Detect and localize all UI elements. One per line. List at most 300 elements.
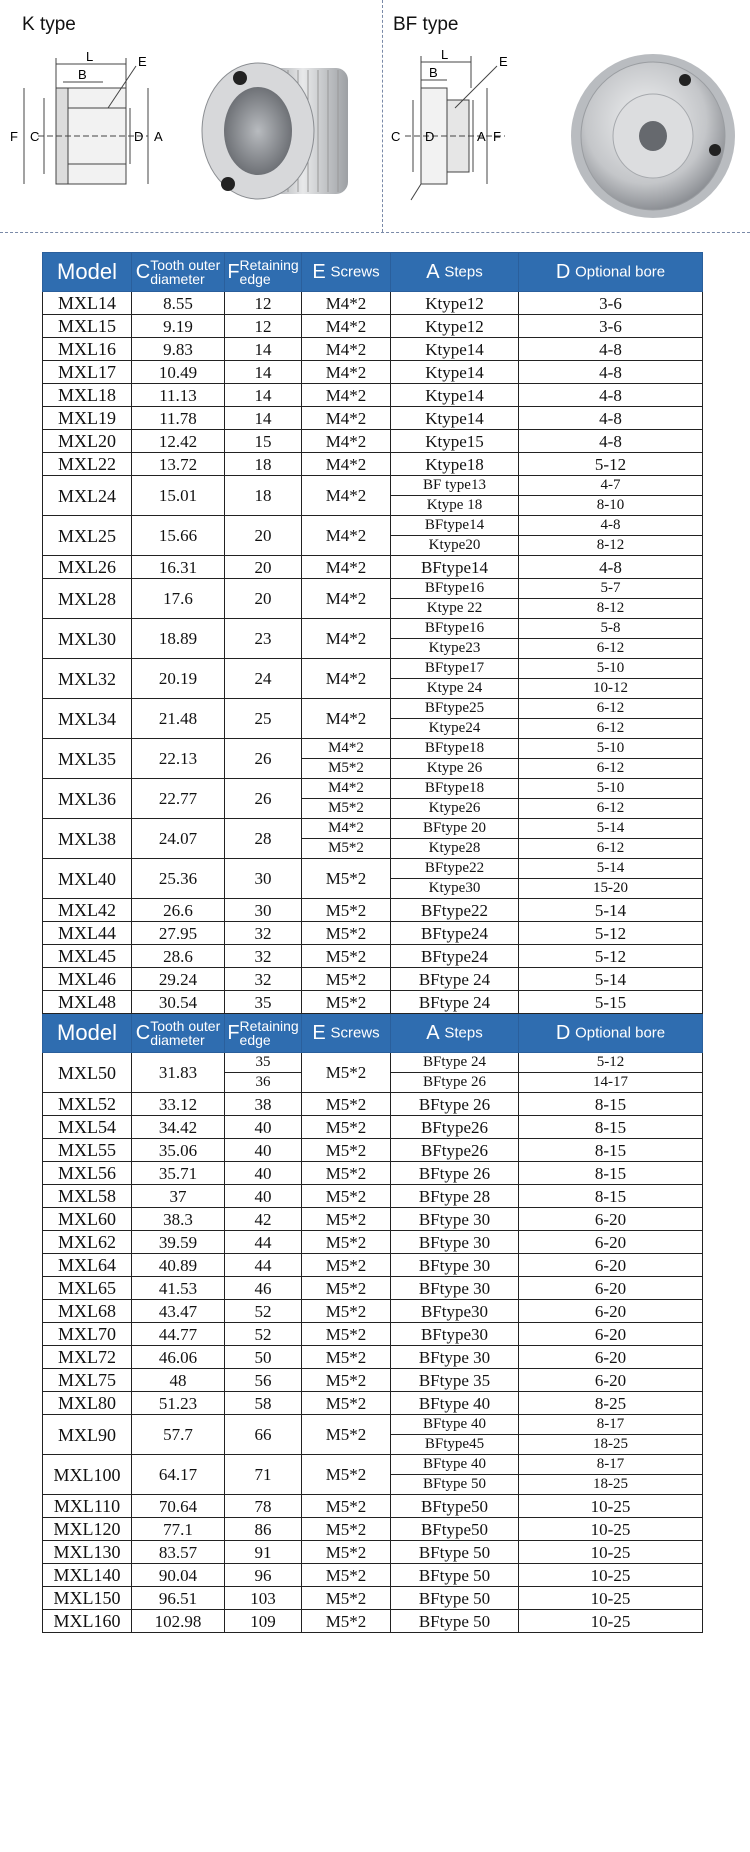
cell-steps <box>391 1415 519 1455</box>
cell-screws: M4*2 <box>302 619 391 659</box>
cell-model: MXL80 <box>43 1392 132 1415</box>
table-row <box>43 819 703 859</box>
cell-screws: M4*2 <box>302 659 391 699</box>
cell-steps-line: Ktype 18 <box>391 495 518 515</box>
cell-retaining-edge: 38 <box>225 1093 302 1116</box>
cell-optional-bore-line: 6-12 <box>519 718 702 738</box>
cell-retaining-edge: 96 <box>225 1564 302 1587</box>
cell-model: MXL75 <box>43 1369 132 1392</box>
cell-model: MXL46 <box>43 968 132 991</box>
cell-optional-bore: 5-15 <box>519 991 703 1014</box>
cell-model: MXL35 <box>43 739 132 779</box>
cell-model: MXL14 <box>43 292 132 315</box>
cell-steps-line: Ktype24 <box>391 718 518 738</box>
cell-model: MXL72 <box>43 1346 132 1369</box>
table-row <box>43 739 703 779</box>
cell-screws: M5*2 <box>302 945 391 968</box>
cell-steps-line: BFtype16 <box>424 580 485 596</box>
cell-retaining-edge: 86 <box>225 1518 302 1541</box>
table-row <box>43 1541 703 1564</box>
cell-optional-bore-line: 18-25 <box>519 1474 702 1494</box>
cell-optional-bore: 8-15 <box>519 1093 703 1116</box>
k-label-b: B <box>78 67 87 82</box>
cell-steps: BFtype 50 <box>391 1564 519 1587</box>
cell-tooth-outer-diameter: 29.24 <box>132 968 225 991</box>
spec-table-wrapper <box>42 252 702 1633</box>
cell-model: MXL52 <box>43 1093 132 1116</box>
header-optional-bore: D Optional bore <box>519 1014 703 1053</box>
cell-tooth-outer-diameter: 70.64 <box>132 1495 225 1518</box>
cell-screws: M5*2 <box>302 1093 391 1116</box>
cell-optional-bore: 6-20 <box>519 1254 703 1277</box>
cell-steps-line: Ktype 24 <box>391 678 518 698</box>
cell-retaining-edge: 12 <box>225 315 302 338</box>
cell-tooth-outer-diameter: 39.59 <box>132 1231 225 1254</box>
cell-retaining-edge: 18 <box>225 476 302 516</box>
header-model: Model <box>43 253 132 292</box>
cell-tooth-outer-diameter: 41.53 <box>132 1277 225 1300</box>
cell-tooth-outer-diameter: 9.83 <box>132 338 225 361</box>
cell-screws <box>302 779 391 819</box>
header-screws: E Screws <box>302 1014 391 1053</box>
cell-steps: BFtype50 <box>391 1495 519 1518</box>
cell-optional-bore: 3-6 <box>519 292 703 315</box>
cell-screws: M5*2 <box>302 1254 391 1277</box>
table-row <box>43 1277 703 1300</box>
cell-model: MXL15 <box>43 315 132 338</box>
cell-steps <box>391 699 519 739</box>
cell-tooth-outer-diameter: 22.77 <box>132 779 225 819</box>
cell-model: MXL54 <box>43 1116 132 1139</box>
cell-steps: BFtype 24 <box>391 968 519 991</box>
cell-optional-bore: 8-25 <box>519 1392 703 1415</box>
cell-optional-bore-line: 8-17 <box>596 1456 625 1472</box>
cell-model: MXL65 <box>43 1277 132 1300</box>
cell-optional-bore: 6-20 <box>519 1323 703 1346</box>
cell-optional-bore: 3-6 <box>519 315 703 338</box>
cell-model: MXL150 <box>43 1587 132 1610</box>
table-row <box>43 476 703 516</box>
cell-retaining-edge: 24 <box>225 659 302 699</box>
header-optional-bore: D Optional bore <box>519 253 703 292</box>
cell-steps: Ktype14 <box>391 361 519 384</box>
cell-optional-bore <box>519 859 703 899</box>
cell-retaining-edge: 58 <box>225 1392 302 1415</box>
table-row <box>43 1455 703 1495</box>
k-label-f: F <box>10 129 18 144</box>
cell-optional-bore <box>519 739 703 779</box>
cell-retaining-edge: 44 <box>225 1231 302 1254</box>
cell-tooth-outer-diameter: 35.71 <box>132 1162 225 1185</box>
cell-tooth-outer-diameter: 17.6 <box>132 579 225 619</box>
cell-optional-bore: 6-20 <box>519 1277 703 1300</box>
cell-optional-bore: 10-25 <box>519 1495 703 1518</box>
cell-steps: BFtype 26 <box>391 1093 519 1116</box>
cell-model: MXL60 <box>43 1208 132 1231</box>
cell-model: MXL160 <box>43 1610 132 1633</box>
cell-model: MXL90 <box>43 1415 132 1455</box>
cell-steps: BFtype26 <box>391 1116 519 1139</box>
cell-model: MXL100 <box>43 1455 132 1495</box>
cell-steps: Ktype18 <box>391 453 519 476</box>
header-tooth-outer-diameter: CTooth outer diameter <box>132 253 225 292</box>
cell-model: MXL38 <box>43 819 132 859</box>
table-row <box>43 516 703 556</box>
k-type-title: K type <box>22 14 76 35</box>
table-row <box>43 1323 703 1346</box>
table-row <box>43 1116 703 1139</box>
cell-optional-bore-line: 5-8 <box>600 620 621 636</box>
cell-tooth-outer-diameter: 37 <box>132 1185 225 1208</box>
cell-steps <box>391 779 519 819</box>
table-row <box>43 1300 703 1323</box>
cell-screws: M5*2 <box>302 899 391 922</box>
cell-retaining-edge: 28 <box>225 819 302 859</box>
cell-retaining-edge: 20 <box>225 516 302 556</box>
cell-screws: M5*2 <box>302 968 391 991</box>
cell-steps-line: BFtype45 <box>391 1434 518 1454</box>
cell-steps: BFtype 30 <box>391 1231 519 1254</box>
cell-optional-bore <box>519 699 703 739</box>
cell-optional-bore-line: 5-14 <box>596 860 625 876</box>
cell-optional-bore <box>519 819 703 859</box>
cell-screws: M5*2 <box>302 1564 391 1587</box>
cell-optional-bore: 10-25 <box>519 1518 703 1541</box>
bf-label-c: C <box>391 129 401 144</box>
table-row <box>43 1610 703 1633</box>
table-row <box>43 430 703 453</box>
cell-retaining-edge: 50 <box>225 1346 302 1369</box>
cell-model: MXL62 <box>43 1231 132 1254</box>
cell-screws: M4*2 <box>302 699 391 739</box>
table-row <box>43 899 703 922</box>
cell-screws: M4*2 <box>302 292 391 315</box>
cell-tooth-outer-diameter: 90.04 <box>132 1564 225 1587</box>
vertical-divider <box>382 0 383 232</box>
horizontal-divider <box>0 232 750 233</box>
cell-tooth-outer-diameter: 21.48 <box>132 699 225 739</box>
cell-retaining-edge-line: 36 <box>225 1072 301 1092</box>
cell-steps <box>391 819 519 859</box>
cell-steps-line: BF type13 <box>423 477 486 493</box>
table-row <box>43 779 703 819</box>
cell-retaining-edge: 78 <box>225 1495 302 1518</box>
bf-label-a: A <box>477 129 486 144</box>
cell-optional-bore-line: 6-12 <box>596 700 625 716</box>
table-row <box>43 1053 703 1093</box>
cell-model: MXL110 <box>43 1495 132 1518</box>
cell-steps: BFtype14 <box>391 556 519 579</box>
cell-model: MXL16 <box>43 338 132 361</box>
cell-optional-bore <box>519 1415 703 1455</box>
cell-steps-line: Ktype 22 <box>391 598 518 618</box>
bf-label-l: L <box>441 48 449 62</box>
cell-optional-bore <box>519 579 703 619</box>
cell-steps: Ktype14 <box>391 338 519 361</box>
table-row <box>43 338 703 361</box>
table-row <box>43 579 703 619</box>
cell-retaining-edge: 26 <box>225 739 302 779</box>
cell-screws: M5*2 <box>302 991 391 1014</box>
cell-tooth-outer-diameter: 9.19 <box>132 315 225 338</box>
cell-optional-bore: 5-14 <box>519 899 703 922</box>
cell-tooth-outer-diameter: 13.72 <box>132 453 225 476</box>
table-row <box>43 1208 703 1231</box>
cell-tooth-outer-diameter: 26.6 <box>132 899 225 922</box>
cell-screws: M5*2 <box>302 1139 391 1162</box>
cell-tooth-outer-diameter: 24.07 <box>132 819 225 859</box>
cell-steps: Ktype12 <box>391 315 519 338</box>
cell-retaining-edge: 46 <box>225 1277 302 1300</box>
cell-tooth-outer-diameter: 15.01 <box>132 476 225 516</box>
cell-model: MXL56 <box>43 1162 132 1185</box>
table-row <box>43 556 703 579</box>
cell-steps: BFtype 30 <box>391 1346 519 1369</box>
bf-label-b: B <box>429 65 438 80</box>
cell-screws-line: M4*2 <box>328 820 364 836</box>
cell-tooth-outer-diameter: 83.57 <box>132 1541 225 1564</box>
cell-retaining-edge: 30 <box>225 899 302 922</box>
cell-optional-bore-line: 6-12 <box>519 758 702 778</box>
cell-steps-line: BFtype 20 <box>423 820 486 836</box>
cell-optional-bore: 10-25 <box>519 1610 703 1633</box>
cell-retaining-edge: 12 <box>225 292 302 315</box>
cell-steps: BFtype 24 <box>391 991 519 1014</box>
header-retaining-edge: FRetaining edge <box>225 253 302 292</box>
cell-tooth-outer-diameter: 28.6 <box>132 945 225 968</box>
cell-optional-bore: 4-8 <box>519 384 703 407</box>
cell-screws: M4*2 <box>302 516 391 556</box>
cell-steps: BFtype 30 <box>391 1277 519 1300</box>
cell-optional-bore: 5-12 <box>519 945 703 968</box>
cell-model: MXL24 <box>43 476 132 516</box>
cell-steps: BFtype26 <box>391 1139 519 1162</box>
spec-table <box>42 252 703 1633</box>
cell-screws: M4*2 <box>302 556 391 579</box>
cell-steps: BFtype 26 <box>391 1162 519 1185</box>
bf-label-d: D <box>425 129 435 144</box>
table-row <box>43 1254 703 1277</box>
cell-optional-bore: 6-20 <box>519 1346 703 1369</box>
cell-model: MXL55 <box>43 1139 132 1162</box>
cell-steps-line: Ktype26 <box>391 798 518 818</box>
cell-screws: M5*2 <box>302 1053 391 1093</box>
cell-optional-bore: 6-20 <box>519 1231 703 1254</box>
cell-screws: M5*2 <box>302 1323 391 1346</box>
cell-tooth-outer-diameter: 27.95 <box>132 922 225 945</box>
cell-tooth-outer-diameter: 48 <box>132 1369 225 1392</box>
k-label-c: C <box>30 129 40 144</box>
cell-retaining-edge: 26 <box>225 779 302 819</box>
cell-model: MXL64 <box>43 1254 132 1277</box>
cell-retaining-edge: 14 <box>225 384 302 407</box>
cell-retaining-edge: 44 <box>225 1254 302 1277</box>
cell-tooth-outer-diameter: 102.98 <box>132 1610 225 1633</box>
table-header-row <box>43 253 703 292</box>
cell-tooth-outer-diameter: 34.42 <box>132 1116 225 1139</box>
cell-model: MXL40 <box>43 859 132 899</box>
cell-tooth-outer-diameter: 11.78 <box>132 407 225 430</box>
cell-steps-line: BFtype22 <box>424 860 485 876</box>
table-row <box>43 699 703 739</box>
cell-steps: BFtype 30 <box>391 1254 519 1277</box>
cell-steps: BFtype 50 <box>391 1587 519 1610</box>
cell-steps-line: Ktype23 <box>391 638 518 658</box>
cell-optional-bore: 8-15 <box>519 1139 703 1162</box>
cell-retaining-edge: 32 <box>225 922 302 945</box>
table-row <box>43 1231 703 1254</box>
table-row <box>43 619 703 659</box>
cell-model: MXL18 <box>43 384 132 407</box>
cell-optional-bore: 6-20 <box>519 1369 703 1392</box>
cell-steps-line: Ktype 26 <box>391 758 518 778</box>
cell-model: MXL28 <box>43 579 132 619</box>
cell-screws <box>302 739 391 779</box>
cell-optional-bore-line: 4-7 <box>600 477 621 493</box>
cell-optional-bore: 10-25 <box>519 1564 703 1587</box>
cell-screws: M5*2 <box>302 1162 391 1185</box>
cell-screws: M5*2 <box>302 1415 391 1455</box>
table-row <box>43 1495 703 1518</box>
cell-retaining-edge: 40 <box>225 1139 302 1162</box>
cell-retaining-edge: 56 <box>225 1369 302 1392</box>
cell-steps: BFtype 50 <box>391 1541 519 1564</box>
cell-retaining-edge: 52 <box>225 1323 302 1346</box>
cell-steps <box>391 859 519 899</box>
table-row <box>43 859 703 899</box>
k-type-drawing <box>8 48 178 208</box>
cell-steps: Ktype12 <box>391 292 519 315</box>
cell-optional-bore-line: 8-10 <box>519 495 702 515</box>
cell-tooth-outer-diameter: 25.36 <box>132 859 225 899</box>
cell-steps <box>391 1455 519 1495</box>
cell-steps: BFtype22 <box>391 899 519 922</box>
table-row <box>43 1564 703 1587</box>
cell-screws: M5*2 <box>302 1455 391 1495</box>
cell-retaining-edge: 40 <box>225 1116 302 1139</box>
cell-steps-line: Ktype20 <box>391 535 518 555</box>
cell-optional-bore: 10-25 <box>519 1541 703 1564</box>
cell-steps-line: Ktype30 <box>391 878 518 898</box>
cell-steps <box>391 1053 519 1093</box>
cell-optional-bore: 6-20 <box>519 1300 703 1323</box>
table-row <box>43 361 703 384</box>
cell-optional-bore-line: 8-17 <box>596 1416 625 1432</box>
cell-steps: BFtype50 <box>391 1518 519 1541</box>
cell-model: MXL36 <box>43 779 132 819</box>
cell-optional-bore <box>519 779 703 819</box>
cell-screws: M4*2 <box>302 579 391 619</box>
cell-model: MXL140 <box>43 1564 132 1587</box>
cell-steps <box>391 619 519 659</box>
cell-steps-line: BFtype 26 <box>391 1072 518 1092</box>
cell-tooth-outer-diameter: 15.66 <box>132 516 225 556</box>
cell-optional-bore-line: 8-12 <box>519 598 702 618</box>
cell-optional-bore-line: 6-12 <box>519 798 702 818</box>
k-type-pulley-image <box>188 56 368 216</box>
cell-optional-bore <box>519 476 703 516</box>
cell-optional-bore: 4-8 <box>519 556 703 579</box>
cell-screws: M5*2 <box>302 1518 391 1541</box>
cell-steps: Ktype14 <box>391 384 519 407</box>
cell-optional-bore-line: 14-17 <box>519 1072 702 1092</box>
bf-type-pulley-image <box>565 46 745 221</box>
cell-optional-bore: 6-20 <box>519 1208 703 1231</box>
cell-steps: BFtype 28 <box>391 1185 519 1208</box>
cell-tooth-outer-diameter: 22.13 <box>132 739 225 779</box>
cell-steps: BFtype 40 <box>391 1392 519 1415</box>
cell-model: MXL22 <box>43 453 132 476</box>
cell-steps-line: BFtype18 <box>424 740 485 756</box>
cell-optional-bore <box>519 1053 703 1093</box>
cell-optional-bore: 8-15 <box>519 1185 703 1208</box>
cell-model: MXL17 <box>43 361 132 384</box>
cell-optional-bore: 4-8 <box>519 407 703 430</box>
cell-screws: M4*2 <box>302 361 391 384</box>
cell-screws: M5*2 <box>302 1610 391 1633</box>
table-row <box>43 1587 703 1610</box>
cell-retaining-edge: 66 <box>225 1415 302 1455</box>
cell-model: MXL30 <box>43 619 132 659</box>
cell-model: MXL19 <box>43 407 132 430</box>
cell-steps-line: BFtype 40 <box>423 1456 486 1472</box>
cell-screws: M4*2 <box>302 338 391 361</box>
cell-tooth-outer-diameter: 44.77 <box>132 1323 225 1346</box>
cell-retaining-edge: 14 <box>225 338 302 361</box>
cell-screws-line: M4*2 <box>328 780 364 796</box>
cell-retaining-edge: 15 <box>225 430 302 453</box>
cell-retaining-edge: 14 <box>225 407 302 430</box>
cell-steps: Ktype14 <box>391 407 519 430</box>
cell-optional-bore-line: 4-8 <box>600 517 621 533</box>
cell-screws: M5*2 <box>302 1541 391 1564</box>
cell-steps: BFtype30 <box>391 1323 519 1346</box>
cell-retaining-edge: 52 <box>225 1300 302 1323</box>
cell-optional-bore-line: 5-14 <box>596 820 625 836</box>
k-label-e: E <box>138 54 147 69</box>
cell-steps-line: BFtype 40 <box>423 1416 486 1432</box>
cell-tooth-outer-diameter: 16.31 <box>132 556 225 579</box>
cell-steps: BFtype 30 <box>391 1208 519 1231</box>
header-retaining-edge: FRetaining edge <box>225 1014 302 1053</box>
table-row <box>43 407 703 430</box>
cell-optional-bore: 8-15 <box>519 1116 703 1139</box>
cell-optional-bore <box>519 659 703 699</box>
cell-screws: M5*2 <box>302 1369 391 1392</box>
cell-optional-bore-line: 6-12 <box>519 638 702 658</box>
table-header-row <box>43 1014 703 1053</box>
cell-retaining-edge: 109 <box>225 1610 302 1633</box>
cell-steps <box>391 476 519 516</box>
cell-model: MXL68 <box>43 1300 132 1323</box>
cell-tooth-outer-diameter: 12.42 <box>132 430 225 453</box>
cell-screws: M5*2 <box>302 1116 391 1139</box>
cell-screws: M5*2 <box>302 859 391 899</box>
cell-screws: M5*2 <box>302 1208 391 1231</box>
cell-tooth-outer-diameter: 10.49 <box>132 361 225 384</box>
cell-model: MXL26 <box>43 556 132 579</box>
cell-tooth-outer-diameter: 38.3 <box>132 1208 225 1231</box>
table-row <box>43 1415 703 1455</box>
cell-screws: M5*2 <box>302 1587 391 1610</box>
cell-screws: M4*2 <box>302 384 391 407</box>
k-label-a: A <box>154 129 163 144</box>
cell-model: MXL34 <box>43 699 132 739</box>
cell-optional-bore-line: 5-7 <box>600 580 621 596</box>
cell-steps-line: Ktype28 <box>391 838 518 858</box>
cell-retaining-edge: 20 <box>225 556 302 579</box>
cell-steps <box>391 739 519 779</box>
